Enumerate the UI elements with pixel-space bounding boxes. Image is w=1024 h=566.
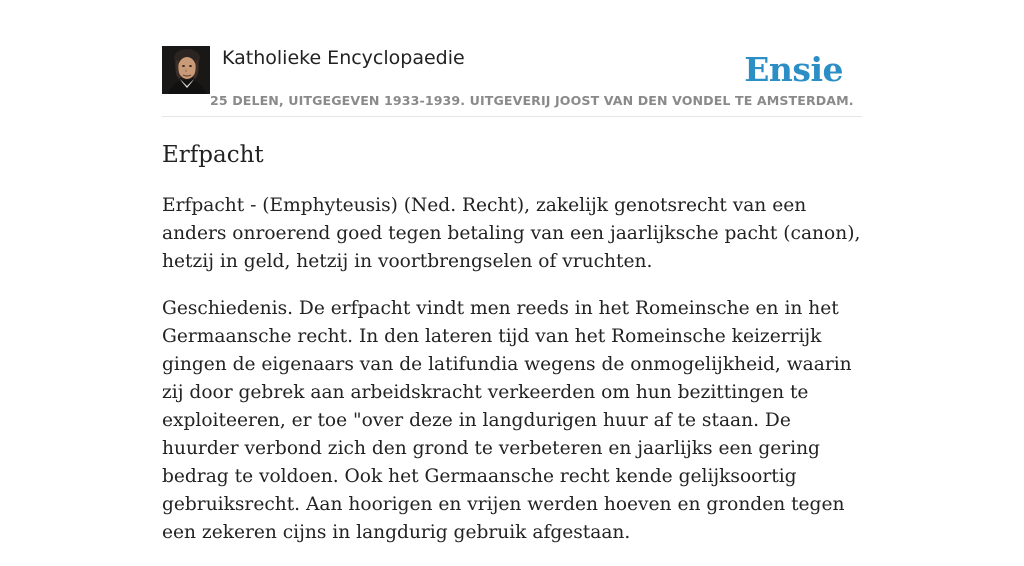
source-header (162, 46, 862, 117)
source-subtitle: 25 DELEN, UITGEGEVEN 1933-1939. UITGEVERIJ JOOST VAN DEN VONDEL TE AMSTERDAM. (210, 93, 854, 108)
article-paragraph: Erfpacht - (Emphyteusis) (Ned. Recht), zakelijk genotsrecht van een anders onroerend goed tegen betaling van een jaarlijksche pacht (canon), hetzij in geld, hetzij in voortbrengselen of vruchten. (162, 195, 861, 272)
source-avatar[interactable] (162, 46, 210, 94)
article-body (162, 192, 862, 566)
source-name[interactable]: Katholieke Encyclopaedie (222, 47, 465, 69)
article-paragraph: Geschiedenis. De erfpacht vindt men reeds in het Romeinsche en in het Germaansche recht. In den lateren tijd van het Romeinsche keizerrijk gingen de eigenaars van de latifundia wegens de onmogelijkheid, waarin zij door gebrek aan arbeidskracht verkeerden om hun bezittingen te exploiteeren, er toe "over deze in langdurigen huur af te staan. De huurder verbond zich den grond te verbeteren en jaarlijks een gering bedrag te voldoen. Ook het Germaansche recht kende gelijksoortig gebruiksrecht. Aan hoorigen en vrijen werden hoeven en gronden tegen een zekeren cijns in langdurig gebruik afgestaan. (162, 298, 852, 543)
brand-logo[interactable]: Ensie (744, 50, 843, 89)
article-title: Erfpacht (162, 142, 264, 168)
portrait-icon (162, 46, 210, 94)
